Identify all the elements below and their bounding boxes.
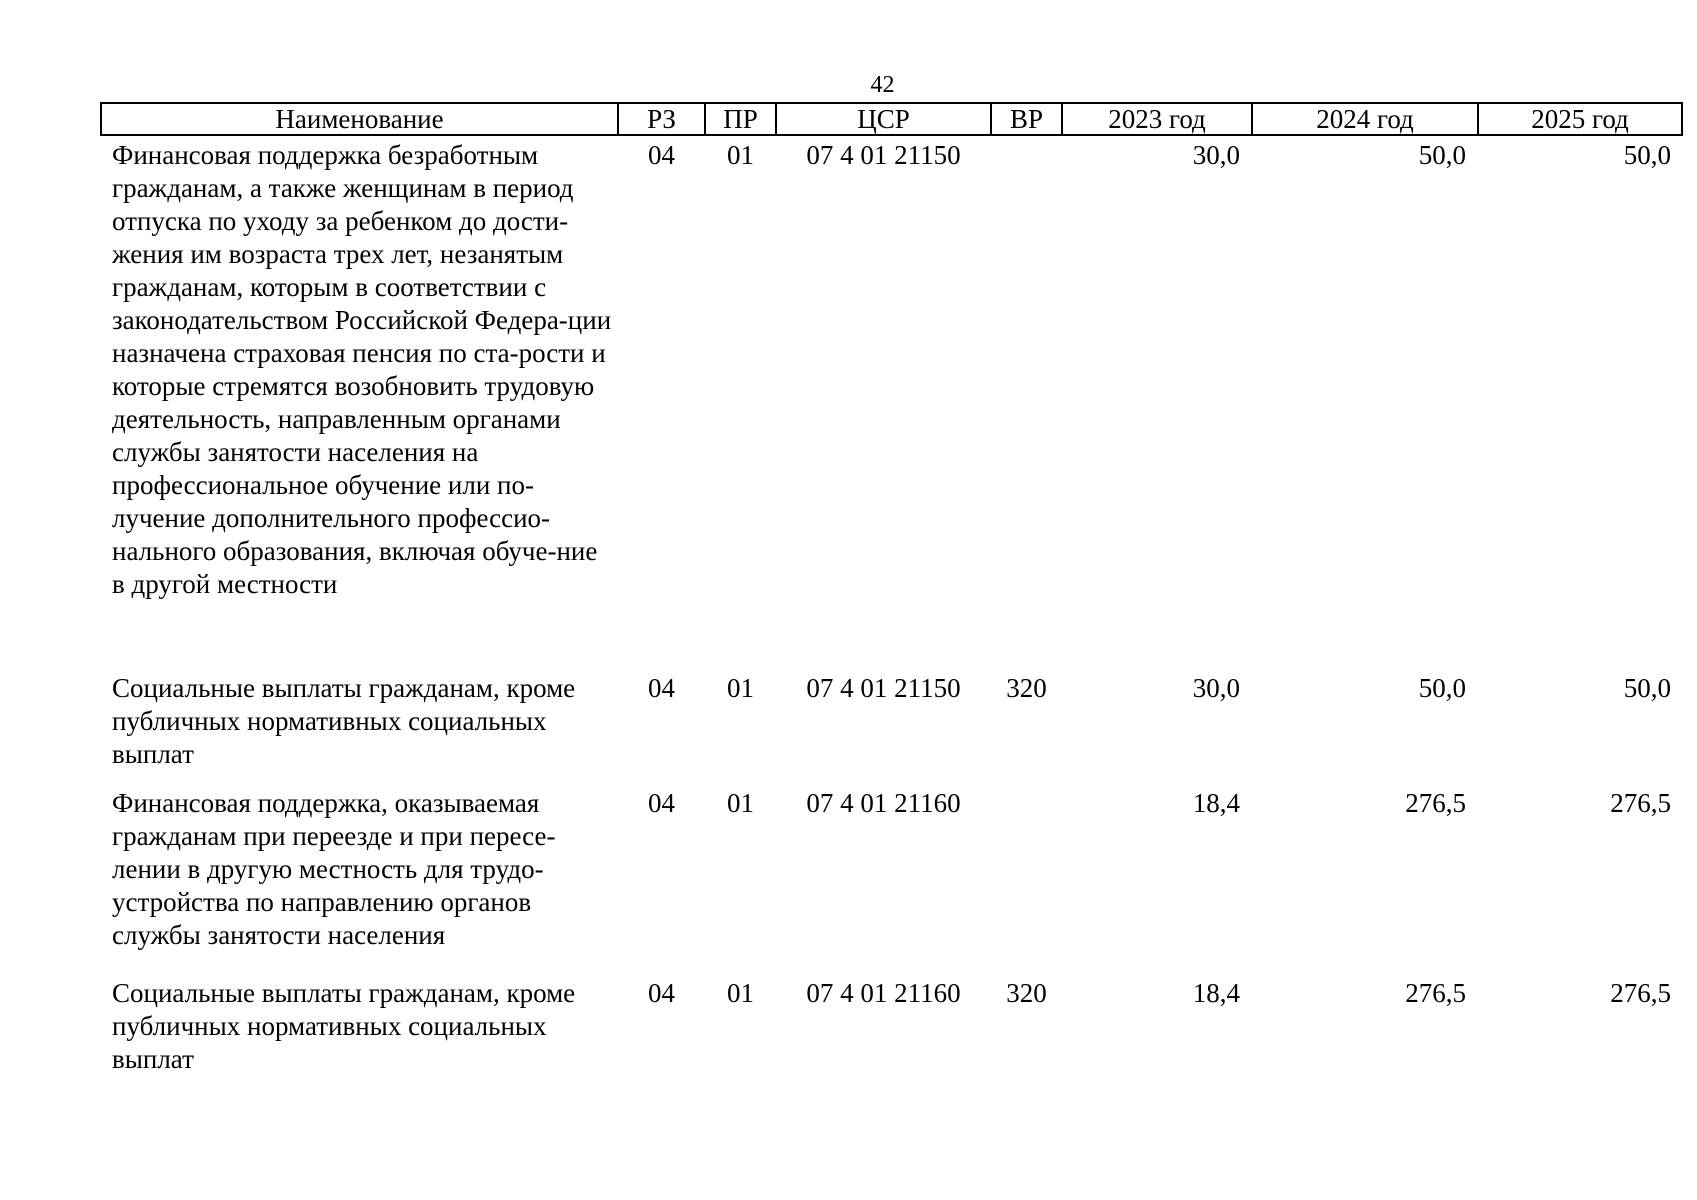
header-rz: РЗ [618,103,705,135]
cell-pr: 01 [727,673,754,703]
cell-2025: 50,0 [1623,673,1671,703]
cell-rz: 04 [648,978,675,1008]
cell-rz: 04 [648,140,675,170]
cell-vr: 320 [1006,978,1047,1008]
header-2023: 2023 год [1062,103,1252,135]
header-pr: ПР [705,103,776,135]
table-row [101,774,1682,964]
cell-csr: 07 4 01 21150 [806,140,961,170]
cell-2023: 18,4 [1192,788,1240,818]
header-name: Наименование [101,103,618,135]
cell-pr: 01 [727,978,754,1008]
table-header-row [101,103,1682,135]
cell-rz: 04 [648,788,675,818]
cell-csr: 07 4 01 21160 [806,978,961,1008]
cell-name: Финансовая поддержка безработным гражданам, а также женщинам в период отпуска по уходу за ребенком до дости-жения им возраста трех лет, незанятым гражданам, которым в соответствии с законодательством Российской Федера-ции назначена страховая пенсия по ста-рости и которые стремятся возобновить трудовую деятельность, направленным органами службы занятости населения на профессиональное обучение или по-лучение дополнительного профессио-нального образования, включая обуче-ние в другой местности [112,140,612,599]
cell-2025: 50,0 [1623,140,1671,170]
table-row [101,659,1682,774]
cell-vr [991,774,1062,964]
table-row [101,135,1682,659]
cell-vr [991,135,1062,659]
page-number: 42 [870,72,895,98]
cell-vr: 320 [1006,673,1047,703]
cell-pr: 01 [727,140,754,170]
header-2024: 2024 год [1252,103,1478,135]
header-2025: 2025 год [1478,103,1682,135]
cell-2025: 276,5 [1610,978,1671,1008]
cell-name: Социальные выплаты гражданам, кроме публичных нормативных социальных выплат [112,978,576,1074]
header-vr: ВР [991,103,1062,135]
cell-name: Социальные выплаты гражданам, кроме публичных нормативных социальных выплат [112,673,576,769]
cell-2025: 276,5 [1610,788,1671,818]
cell-2023: 18,4 [1192,978,1240,1008]
cell-rz: 04 [648,673,675,703]
cell-2024: 50,0 [1418,673,1466,703]
cell-2024: 50,0 [1418,140,1466,170]
cell-pr: 01 [727,788,754,818]
header-csr: ЦСР [776,103,991,135]
table-row [101,964,1682,1079]
budget-table [100,102,1683,1079]
cell-2023: 30,0 [1192,140,1240,170]
cell-2023: 30,0 [1192,673,1240,703]
cell-name: Финансовая поддержка, оказываемая гражданам при переезде и при пересе-лении в другую местность для трудо-устройства по направлению органов службы занятости населения [112,788,556,950]
cell-2024: 276,5 [1405,978,1466,1008]
cell-2024: 276,5 [1405,788,1466,818]
cell-csr: 07 4 01 21160 [806,788,961,818]
cell-csr: 07 4 01 21150 [806,673,961,703]
